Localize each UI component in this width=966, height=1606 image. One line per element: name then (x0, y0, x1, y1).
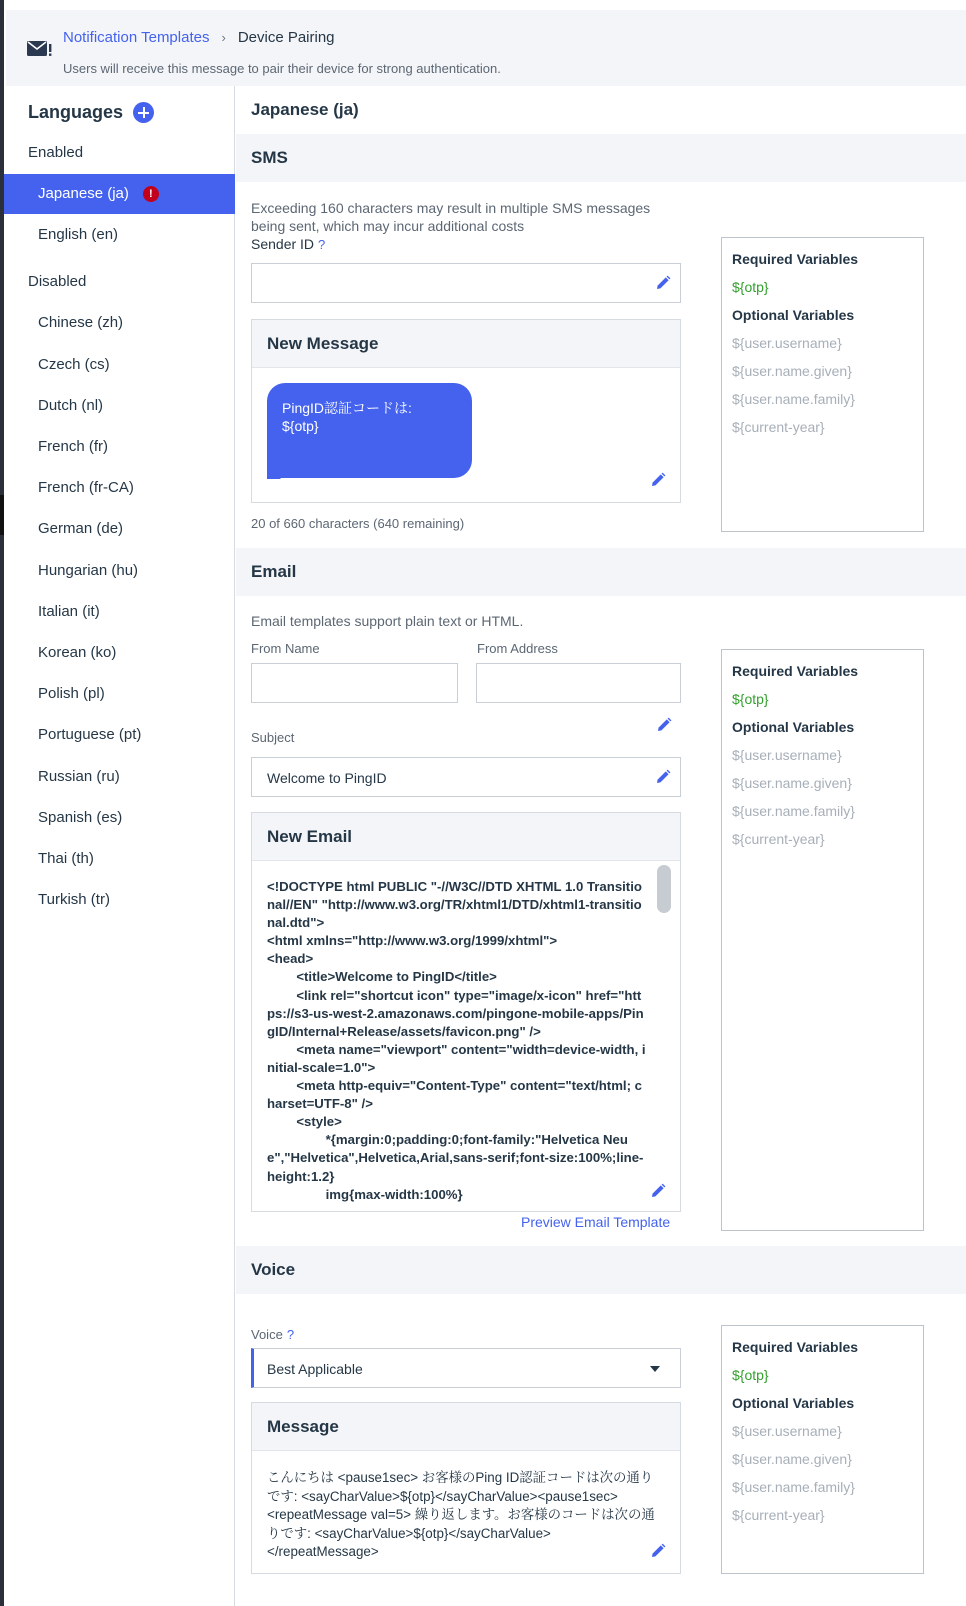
sidebar-item-label: French (fr-CA) (38, 479, 134, 496)
sms-section-title: SMS (251, 148, 288, 167)
sidebar-item-dutch[interactable] (4, 386, 235, 426)
sender-id-label (251, 236, 325, 252)
email-body-editor[interactable] (252, 861, 680, 1211)
voice-select[interactable] (251, 1348, 681, 1388)
sms-variables-box (721, 237, 924, 532)
sidebar-item-label: English (en) (38, 226, 119, 243)
sidebar-item-hungarian[interactable] (4, 551, 235, 591)
pencil-icon[interactable] (655, 769, 671, 785)
sms-character-counter: 20 of 660 characters (640 remaining) (251, 516, 465, 531)
sidebar-item-korean[interactable] (4, 633, 235, 673)
pencil-icon[interactable] (655, 275, 671, 291)
sidebar-item-portuguese[interactable] (4, 715, 235, 755)
mail-icon (26, 38, 54, 60)
sidebar-item-label: Spanish (es) (38, 809, 123, 826)
optional-variable[interactable]: ${current-year} (732, 419, 825, 435)
voice-label (251, 1327, 294, 1342)
sms-section-header (236, 134, 966, 182)
voice-message-panel-header (252, 1403, 680, 1451)
from-address-label: From Address (477, 641, 558, 656)
required-variable[interactable]: ${otp} (732, 691, 769, 707)
voice-select-value: Best Applicable (267, 1361, 363, 1377)
from-name-label: From Name (251, 641, 320, 656)
breadcrumb-separator: › (221, 30, 226, 45)
sms-bubble-tail (267, 465, 281, 479)
optional-variable[interactable]: ${user.username} (732, 747, 842, 763)
page-header (6, 10, 966, 86)
voice-message-panel-title: Message (267, 1417, 339, 1436)
email-help-text: Email templates support plain text or HTML. (251, 613, 524, 629)
sidebar-item-label: Chinese (zh) (38, 314, 124, 331)
sidebar-item-label: German (de) (38, 520, 124, 537)
page-description: Users will receive this message to pair their device for strong authentication. (63, 61, 501, 76)
breadcrumb-current: Device Pairing (237, 29, 335, 46)
email-body-panel (251, 812, 681, 1212)
optional-variable[interactable]: ${user.username} (732, 335, 842, 351)
required-variables-title: Required Variables (732, 251, 859, 267)
sidebar-item-label: Hungarian (hu) (38, 562, 139, 579)
sidebar-item-italian[interactable] (4, 592, 235, 632)
sidebar-item-chinese[interactable] (4, 303, 235, 343)
optional-variables-title: Optional Variables (732, 1395, 855, 1411)
sms-warning-line: being sent, which may incur additional costs (251, 218, 525, 234)
from-name-input[interactable] (251, 663, 458, 703)
voice-section-header (236, 1246, 966, 1294)
sidebar-item-russian[interactable] (4, 757, 235, 797)
sender-id-label-text: Sender ID (251, 236, 315, 252)
sms-message-text: ${otp} (282, 418, 319, 434)
languages-sidebar (4, 86, 235, 1606)
sidebar-item-english[interactable] (4, 215, 235, 255)
sidebar-item-label: Turkish (tr) (38, 891, 110, 908)
sidebar-item-polish[interactable] (4, 674, 235, 714)
optional-variable[interactable]: ${current-year} (732, 831, 825, 847)
voice-message-text[interactable]: こんにちは <pause1sec> お客様のPing ID認証コードは次の通りです: <sayCharValue>${otp}</sayCharValue><pause1sec><repeatMessage val=5> 繰り返します。お客様のコードは次の通りです: <sayCharValue>${otp}</sayCharValue></repeatMessage> (267, 1470, 655, 1559)
caret-down-icon (650, 1366, 660, 1372)
sidebar-item-label: Portuguese (pt) (38, 726, 142, 743)
sidebar-item-label: Italian (it) (38, 603, 100, 620)
optional-variable[interactable]: ${user.username} (732, 1423, 842, 1439)
languages-title: Languages (28, 102, 124, 122)
sidebar-item-label: Czech (cs) (38, 356, 110, 373)
breadcrumb (63, 29, 335, 46)
sidebar-item-french[interactable] (4, 427, 235, 467)
language-title: Japanese (ja) (251, 100, 359, 119)
sidebar-item-label: Japanese (ja) (38, 185, 129, 202)
sender-id-input[interactable] (251, 263, 681, 303)
optional-variable[interactable]: ${user.name.given} (732, 1451, 852, 1467)
email-body-panel-header (252, 813, 680, 861)
optional-variables-title: Optional Variables (732, 719, 855, 735)
breadcrumb-link-notification-templates[interactable]: Notification Templates (63, 29, 210, 46)
optional-variable[interactable]: ${user.name.given} (732, 363, 852, 379)
sidebar-item-french-ca[interactable] (4, 468, 235, 508)
sidebar-item-label: Dutch (nl) (38, 397, 104, 414)
plus-circle-icon[interactable] (133, 102, 154, 123)
sms-message-bubble (267, 383, 472, 478)
sidebar-item-spanish[interactable] (4, 798, 235, 838)
sidebar-item-japanese[interactable] (4, 174, 235, 214)
required-variable[interactable]: ${otp} (732, 279, 769, 295)
sidebar-item-label: Korean (ko) (38, 644, 117, 661)
email-section-header (236, 548, 966, 596)
pencil-icon[interactable] (650, 1543, 666, 1559)
voice-section-title: Voice (251, 1260, 296, 1279)
required-variable[interactable]: ${otp} (732, 1367, 769, 1383)
pencil-icon[interactable] (650, 1183, 666, 1199)
subject-input[interactable] (251, 757, 681, 797)
sidebar-item-thai[interactable] (4, 839, 235, 879)
subject-value: Welcome to PingID (267, 770, 387, 786)
sms-message-text: PingID認証コードは: (282, 400, 412, 416)
subject-label: Subject (251, 730, 295, 745)
pencil-icon[interactable] (656, 717, 672, 733)
languages-title-row (28, 102, 154, 123)
optional-variable[interactable]: ${user.name.family} (732, 1479, 855, 1495)
sidebar-item-label: Russian (ru) (38, 768, 120, 785)
required-variables-title: Required Variables (732, 1339, 859, 1355)
voice-message-panel (251, 1402, 681, 1574)
required-variables-title: Required Variables (732, 663, 859, 679)
sms-message-panel-header (252, 320, 680, 368)
from-address-input[interactable] (476, 663, 681, 703)
sidebar-item-turkish[interactable] (4, 880, 235, 920)
help-question-icon[interactable]: ? (318, 237, 326, 252)
optional-variable[interactable]: ${user.name.family} (732, 391, 855, 407)
disabled-section-label: Disabled (28, 273, 87, 290)
email-section-title: Email (251, 562, 297, 581)
sms-message-panel (251, 319, 681, 503)
optional-variable[interactable]: ${user.name.family} (732, 803, 855, 819)
email-variables-box (721, 649, 924, 1231)
sms-warning-line: Exceeding 160 characters may result in multiple SMS messages (251, 200, 651, 216)
optional-variable[interactable]: ${current-year} (732, 1507, 825, 1523)
pencil-icon[interactable] (650, 472, 666, 488)
preview-email-template-link[interactable]: Preview Email Template (521, 1214, 671, 1230)
optional-variables-title: Optional Variables (732, 307, 855, 323)
sidebar-item-label: Thai (th) (38, 850, 94, 867)
email-body-panel-title: New Email (267, 827, 353, 846)
enabled-section-label: Enabled (28, 144, 84, 161)
sms-warning (251, 199, 650, 235)
help-question-icon[interactable]: ? (286, 1327, 295, 1342)
exclamation-icon: ! (143, 186, 159, 202)
scrollbar-thumb[interactable] (657, 865, 671, 913)
sidebar-item-label: Polish (pl) (38, 685, 105, 702)
voice-label-text: Voice (251, 1327, 283, 1342)
sidebar-item-label: French (fr) (38, 438, 109, 455)
sms-message-panel-title: New Message (267, 334, 379, 353)
optional-variable[interactable]: ${user.name.given} (732, 775, 852, 791)
email-body-code: <!DOCTYPE html PUBLIC "-//W3C//DTD XHTML 1.0 Transitional//EN" "http://www.w3.org/TR/xhtml1/DTD/xhtml1-transitional.dtd"> <html xmlns="http://www.w3.org/1999/xhtml"> <head> <title>Welcome to PingID</title> <link rel="shortcut icon" type="image/x-icon" href="https://s3-us-west-2.amazonaws.com/pingone-mobile-apps/PingID/Internal+Release/assets/favicon.png" /> <meta name="viewport" content="width=device-width, initial-scale=1.0"> <meta http-equiv="Content-Type" content="text/html; charset=UTF-8" /> <style> *{margin:0;padding:0;font-family:"Helvetica Neue","Helvetica",Helvetica,Arial,sans-serif;font-size:100%;line-height:1.2} img{max-width:100%} (267, 879, 646, 1202)
sidebar-item-german[interactable] (4, 509, 235, 549)
voice-variables-box (721, 1325, 924, 1574)
sidebar-item-czech[interactable] (4, 345, 235, 385)
